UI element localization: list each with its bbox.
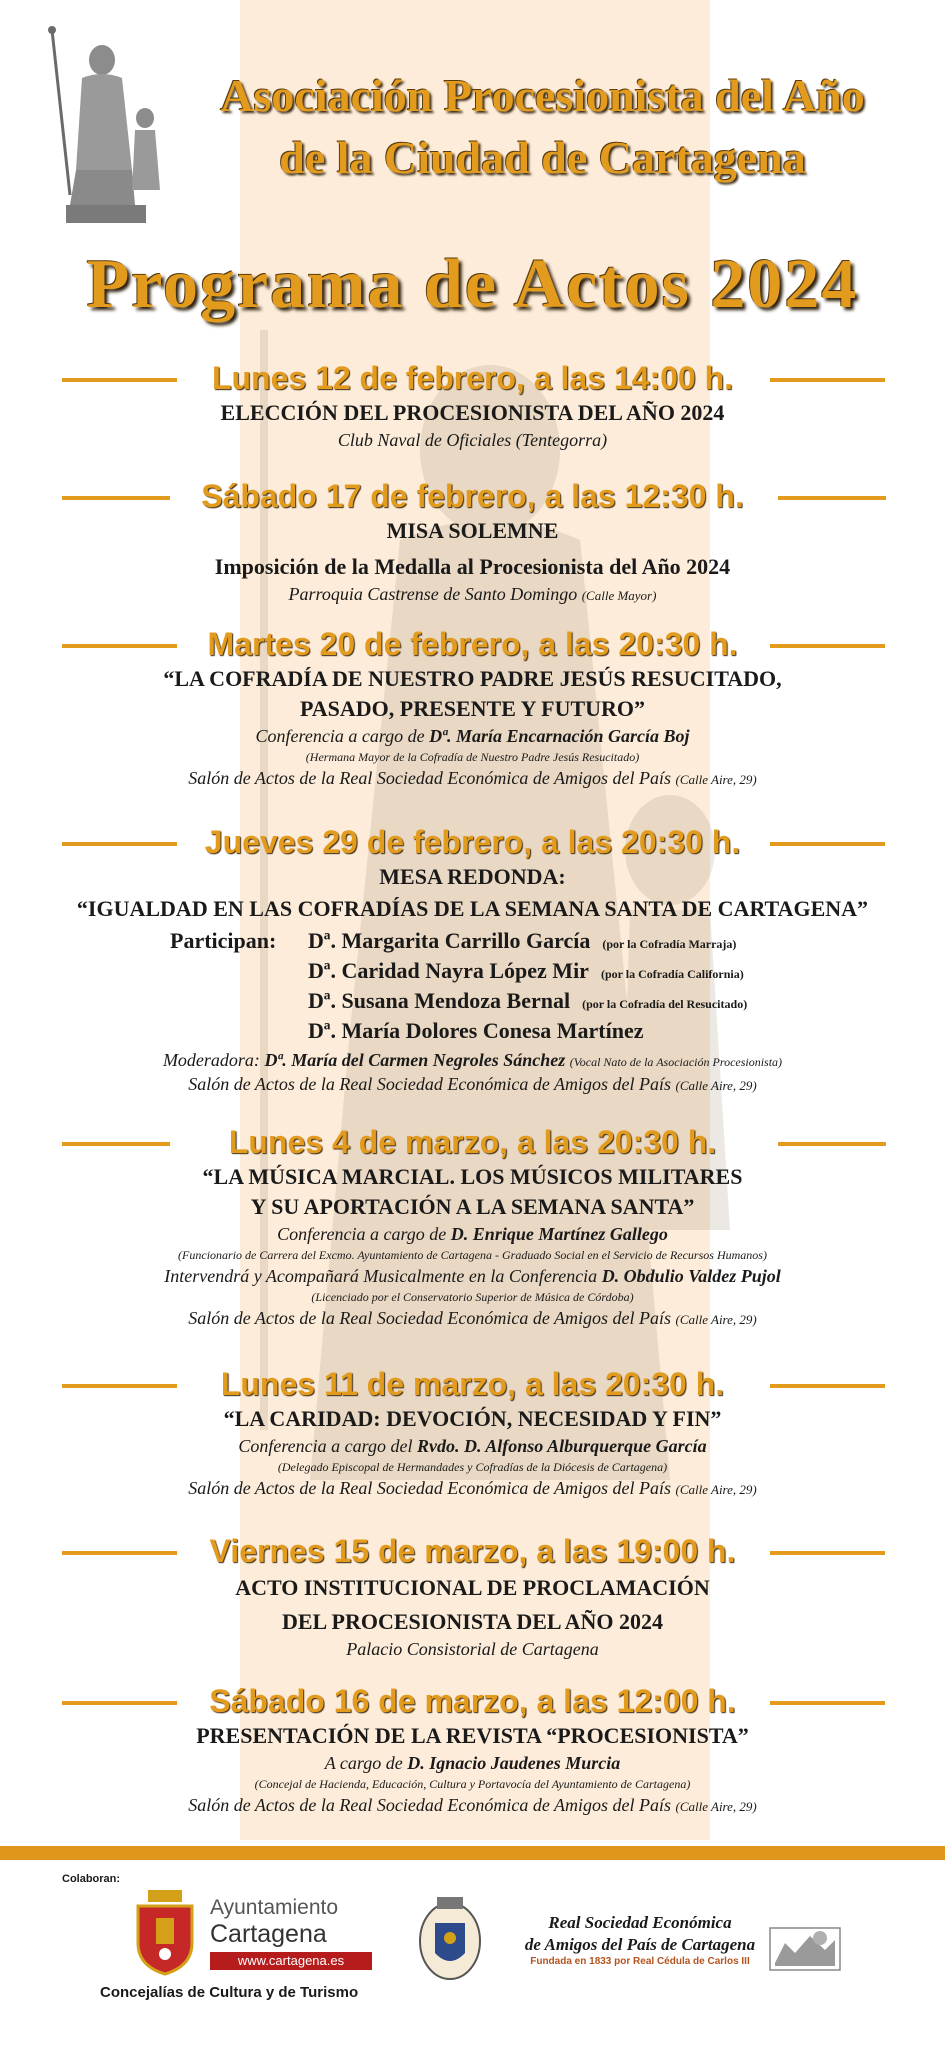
- event-title: “LA CARIDAD: DEVOCIÓN, NECESIDAD Y FIN”: [223, 1406, 722, 1431]
- rse-text: [490, 1912, 790, 1967]
- participant-name: Dª. Caridad Nayra López Mir: [308, 958, 589, 983]
- participant-note: (por la Cofradía del Resucitado): [582, 997, 748, 1011]
- speaker-role: (Funcionario de Carrera del Excmo. Ayuntamiento de Cartagena - Graduado Social en el Servicio de Recursos Humanos): [178, 1248, 767, 1262]
- event-date: Sábado 16 de marzo, a las 12:00 h.: [209, 1683, 736, 1719]
- date-rule-left: [62, 1384, 177, 1388]
- event-5: [0, 1122, 945, 1332]
- event-title: PRESENTACIÓN DE LA REVISTA “PROCESIONISTA”: [196, 1723, 749, 1748]
- ayuntamiento-name-1: Ayuntamiento: [210, 1896, 339, 1919]
- participant-note: (por la Cofradía California): [600, 967, 744, 981]
- event-venue: Salón de Actos de la Real Sociedad Económica de Amigos del País: [188, 1308, 671, 1328]
- event-3: [0, 624, 945, 792]
- event-venue: Salón de Actos de la Real Sociedad Económica de Amigos del País: [188, 1074, 671, 1094]
- date-rule-right: [770, 378, 885, 382]
- collab-label: Colaboran:: [62, 1873, 121, 1885]
- event-title-line1: ACTO INSTITUCIONAL DE PROCLAMACIÓN: [235, 1575, 710, 1600]
- event-date: Lunes 11 de marzo, a las 20:30 h.: [220, 1366, 725, 1402]
- event-date: Lunes 12 de febrero, a las 14:00 h.: [211, 360, 734, 396]
- rse-seal-icon: [415, 1893, 485, 1983]
- date-rule-right: [770, 644, 885, 648]
- event-title-line2: Y SU APORTACIÓN A LA SEMANA SANTA”: [250, 1194, 695, 1219]
- building-engraving-icon: [765, 1918, 845, 1976]
- footer-bar: [0, 1846, 945, 1860]
- event-7: [0, 1531, 945, 1661]
- speaker-name: D. Ignacio Jaudenes Murcia: [407, 1753, 621, 1773]
- speaker-name: Rvdo. D. Alfonso Alburquerque García: [416, 1436, 707, 1456]
- rse-line2: de Amigos del País de Cartagena: [524, 1935, 756, 1954]
- date-rule-right: [770, 1551, 885, 1555]
- event-title-line1: MESA REDONDA:: [379, 864, 566, 889]
- speaker-role: (Concejal de Hacienda, Educación, Cultura y Portavocía del Ayuntamiento de Cartagena): [254, 1777, 691, 1791]
- date-rule-right: [778, 496, 886, 500]
- music-role: (Licenciado por el Conservatorio Superior de Música de Córdoba): [311, 1290, 634, 1304]
- speaker-prefix: A cargo de: [324, 1753, 408, 1773]
- event-venue-note: (Calle Aire, 29): [675, 1482, 757, 1497]
- date-rule-left: [62, 1551, 177, 1555]
- event-subtitle: Imposición de la Medalla al Procesionista del Año 2024: [214, 554, 731, 579]
- event-venue: Salón de Actos de la Real Sociedad Económica de Amigos del País: [188, 1795, 671, 1815]
- event-title: ELECCIÓN DEL PROCESIONISTA DEL AÑO 2024: [220, 400, 725, 425]
- date-rule-left: [62, 496, 170, 500]
- event-date: Jueves 29 de febrero, a las 20:30 h.: [204, 824, 741, 860]
- event-2: [0, 476, 945, 608]
- event-date: Sábado 17 de febrero, a las 12:30 h.: [201, 478, 744, 514]
- rse-line1: Real Sociedad Económica: [548, 1913, 732, 1932]
- speaker-prefix: Conferencia a cargo de: [277, 1224, 451, 1244]
- speaker-role: (Delegado Episcopal de Hermandades y Cofradías de la Diócesis de Cartagena): [277, 1460, 668, 1474]
- participant-1: [308, 926, 736, 959]
- event-venue: Parroquia Castrense de Santo Domingo: [288, 584, 578, 604]
- date-rule-right: [770, 1384, 885, 1388]
- event-title-line1: “LA COFRADÍA DE NUESTRO PADRE JESÚS RESUCITADO,: [163, 666, 782, 691]
- speaker-name: D. Enrique Martínez Gallego: [450, 1224, 668, 1244]
- moderator-note: (Vocal Nato de la Asociación Procesionista): [569, 1055, 783, 1069]
- date-rule-left: [62, 1142, 170, 1146]
- date-rule-right: [778, 1142, 886, 1146]
- event-venue: Salón de Actos de la Real Sociedad Económica de Amigos del País: [188, 1478, 671, 1498]
- event-venue-note: (Calle Aire, 29): [675, 1312, 757, 1327]
- event-venue-note: (Calle Mayor): [581, 588, 657, 603]
- ayuntamiento-name-2: Cartagena: [210, 1920, 327, 1948]
- event-title-line2: “IGUALDAD EN LAS COFRADÍAS DE LA SEMANA SANTA DE CARTAGENA”: [76, 896, 869, 921]
- participants-label: Participan:: [170, 928, 277, 953]
- event-title-line2: PASADO, PRESENTE Y FUTURO”: [299, 696, 646, 721]
- music-prefix: Intervendrá y Acompañará Musicalmente en la Conferencia: [164, 1266, 602, 1286]
- date-rule-left: [62, 378, 177, 382]
- speaker-name: Dª. María Encarnación García Boj: [429, 726, 690, 746]
- event-venue-note: (Calle Aire, 29): [675, 1799, 757, 1814]
- speaker-prefix: Conferencia a cargo de: [255, 726, 430, 746]
- event-venue: Salón de Actos de la Real Sociedad Económica de Amigos del País: [188, 768, 671, 788]
- participant-name: Dª. Susana Mendoza Bernal: [308, 988, 571, 1013]
- event-date: Martes 20 de febrero, a las 20:30 h.: [207, 626, 738, 662]
- cartagena-shield-icon: [130, 1888, 200, 1976]
- event-venue-note: (Calle Aire, 29): [675, 1078, 757, 1093]
- speaker-role: (Hermana Mayor de la Cofradía de Nuestro Padre Jesús Resucitado): [305, 750, 640, 764]
- moderator-prefix: Moderadora:: [162, 1050, 265, 1070]
- concejalias-text: Concejalías de Cultura y de Turismo: [100, 1984, 359, 2001]
- program-title: Programa de Actos 2024: [86, 246, 859, 323]
- event-venue: Club Naval de Oficiales (Tentegorra): [337, 430, 608, 450]
- participant-3: [308, 986, 747, 1019]
- event-title-line2: DEL PROCESIONISTA DEL AÑO 2024: [281, 1609, 664, 1634]
- event-8: [0, 1681, 945, 1819]
- event-4: [0, 822, 945, 1102]
- event-1: [0, 358, 945, 452]
- association-title-line2: de la Ciudad de Cartagena: [279, 132, 806, 183]
- participant-name: Dª. María Dolores Conesa Martínez: [308, 1018, 644, 1043]
- ayuntamiento-logo: [130, 1888, 380, 1978]
- event-venue: Palacio Consistorial de Cartagena: [346, 1639, 599, 1659]
- event-title-line1: “LA MÚSICA MARCIAL. LOS MÚSICOS MILITARES: [202, 1164, 743, 1189]
- rse-line3: Fundada en 1833 por Real Cédula de Carlos III: [530, 1956, 750, 1967]
- event-6: [0, 1364, 945, 1502]
- participant-4: [308, 1016, 644, 1046]
- date-rule-left: [62, 644, 177, 648]
- date-rule-right: [770, 1701, 885, 1705]
- event-venue-note: (Calle Aire, 29): [675, 772, 757, 787]
- music-person: D. Obdulio Valdez Pujol: [601, 1266, 781, 1286]
- moderator-name: Dª. María del Carmen Negroles Sánchez: [264, 1050, 566, 1070]
- date-rule-right: [770, 842, 885, 846]
- participant-2: [308, 956, 744, 989]
- date-rule-left: [62, 842, 177, 846]
- event-date: Viernes 15 de marzo, a las 19:00 h.: [209, 1533, 736, 1569]
- participant-note: (por la Cofradía Marraja): [602, 937, 737, 951]
- ayuntamiento-url: www.cartagena.es: [210, 1952, 372, 1970]
- association-title-line1: Asociación Procesionista del Año: [220, 70, 865, 121]
- saint-statue-icon: [40, 20, 180, 230]
- speaker-prefix: Conferencia a cargo del: [238, 1436, 417, 1456]
- date-rule-left: [62, 1701, 177, 1705]
- event-date: Lunes 4 de marzo, a las 20:30 h.: [228, 1124, 717, 1160]
- event-title: MISA SOLEMNE: [386, 518, 559, 543]
- participant-name: Dª. Margarita Carrillo García: [308, 928, 591, 953]
